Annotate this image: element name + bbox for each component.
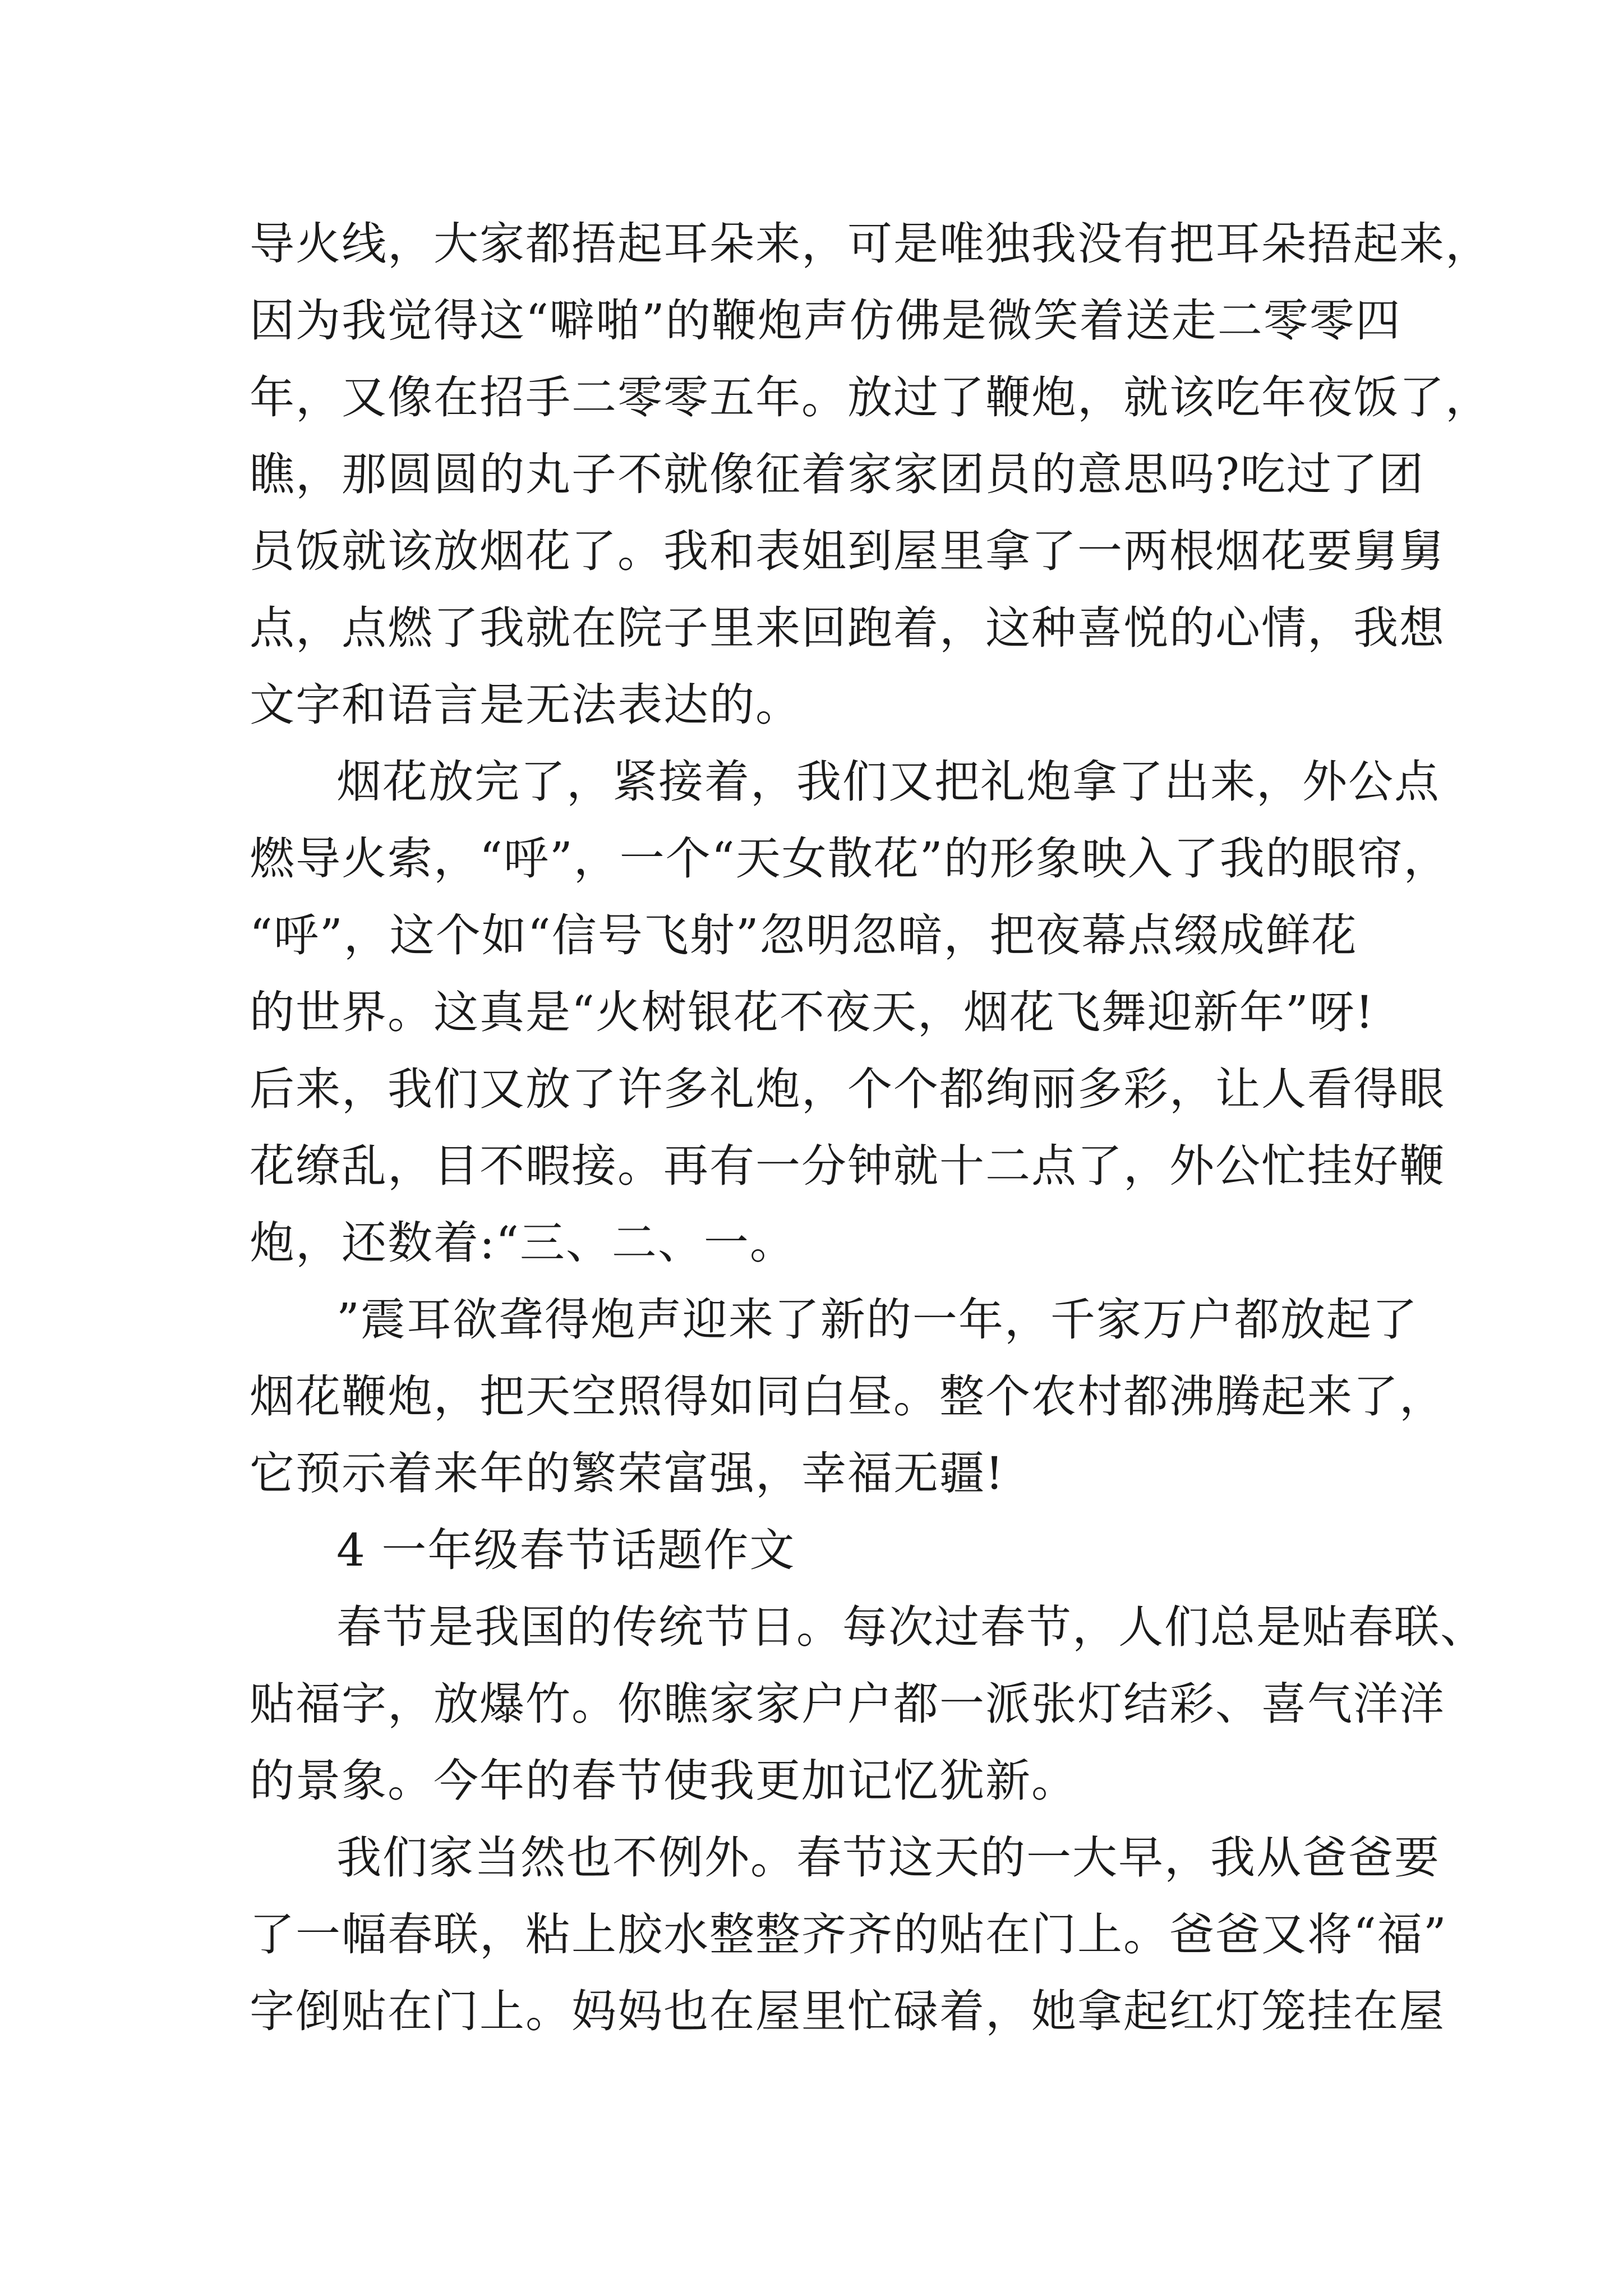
paragraph-first-line: ”震耳欲聋得炮声迎来了新的一年，千家万户都放起了 <box>336 1294 1418 1346</box>
text-line: 文字和语言是无法表达的。 <box>250 679 801 731</box>
paragraph-first-line: 春节是我国的传统节日。每次过春节，人们总是贴春联、 <box>336 1601 1486 1653</box>
text-line: 贴福字，放爆竹。你瞧家家户户都一派张灯结彩、喜气洋洋 <box>250 1678 1445 1730</box>
text-line: “呼”，这个如“信号飞射”忽明忽暗，把夜幕点缀成鲜花 <box>250 909 1358 961</box>
text-line: 年，又像在招手二零零五年。放过了鞭炮，就该吃年夜饭了， <box>250 371 1491 424</box>
text-line: 瞧，那圆圆的丸子不就像征着家家团员的意思吗?吃过了团 <box>250 448 1424 500</box>
text-line: 它预示着来年的繁荣富强，幸福无疆! <box>250 1447 1005 1499</box>
text-line: 后来，我们又放了许多礼炮，个个都绚丽多彩，让人看得眼 <box>250 1063 1445 1115</box>
text-line: 的世界。这真是“火树银花不夜天，烟花飞舞迎新年”呀! <box>250 986 1375 1038</box>
paragraph-first-line: 烟花放完了，紧接着，我们又把礼炮拿了出来，外公点 <box>336 756 1440 808</box>
text-line: 了一幅春联，粘上胶水整整齐齐的贴在门上。爸爸又将“福” <box>250 1908 1447 1961</box>
text-line: 因为我觉得这“噼啪”的鞭炮声仿佛是微笑着送走二零零四 <box>250 295 1401 347</box>
text-line: 的景象。今年的春节使我更加记忆犹新。 <box>250 1755 1077 1807</box>
paragraph-first-line: 我们家当然也不例外。春节这天的一大早，我从爸爸要 <box>336 1832 1440 1884</box>
text-line: 导火线，大家都捂起耳朵来，可是唯独我没有把耳朵捂起来， <box>250 218 1491 270</box>
text-line: 点，点燃了我就在院子里来回跑着，这种喜悦的心情，我想 <box>250 602 1445 654</box>
text-line: 炮，还数着:“三、二、一。 <box>250 1217 796 1269</box>
text-line: 花缭乱，目不暇接。再有一分钟就十二点了，外公忙挂好鞭 <box>250 1140 1445 1192</box>
text-line: 员饭就该放烟花了。我和表姐到屋里拿了一两根烟花要舅舅 <box>250 525 1445 577</box>
text-line: 字倒贴在门上。妈妈也在屋里忙碌着，她拿起红灯笼挂在屋 <box>250 1985 1445 2037</box>
text-line: 烟花鞭炮，把天空照得如同白昼。整个农村都沸腾起来了， <box>250 1370 1445 1423</box>
text-line: 燃导火索，“呼”，一个“天女散花”的形象映入了我的眼帘， <box>250 832 1450 885</box>
section-heading: 4 一年级春节话题作文 <box>336 1524 796 1576</box>
